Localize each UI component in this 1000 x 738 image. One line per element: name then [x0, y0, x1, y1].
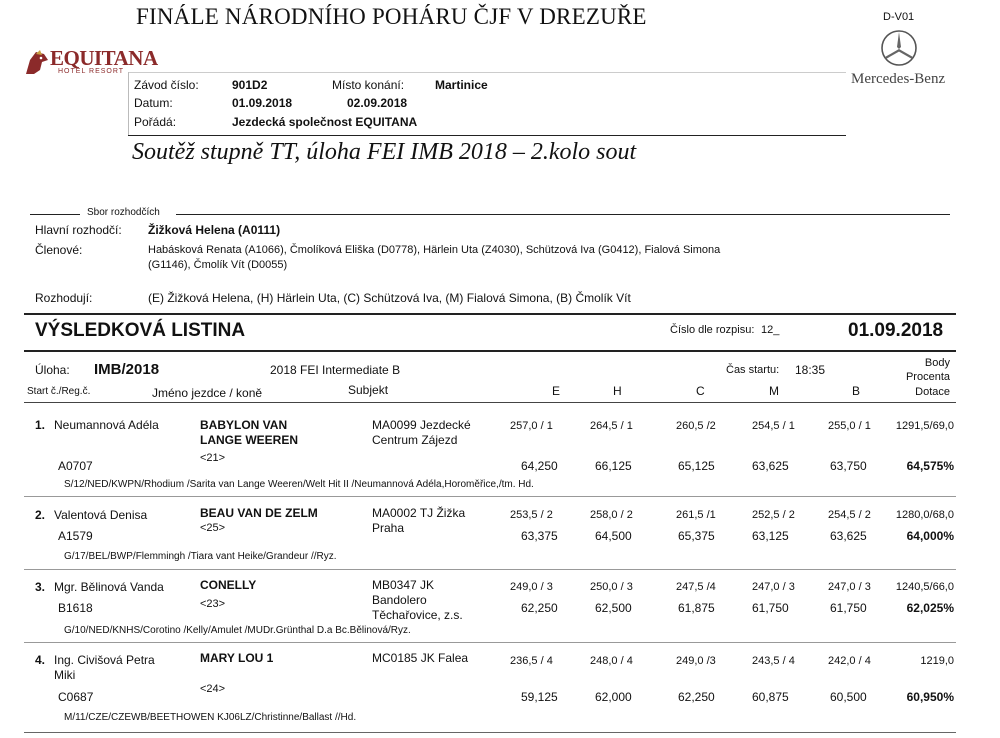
rank: 1.	[35, 418, 46, 432]
rider-name: Mgr. Bělinová Vanda	[54, 580, 164, 594]
date-label: Datum:	[134, 96, 173, 110]
divider	[24, 569, 956, 570]
document-code: D-V01	[883, 11, 915, 23]
registration-number: A0707	[58, 459, 93, 473]
pct-e: 64,250	[521, 459, 558, 473]
results-title: VÝSLEDKOVÁ LISTINA	[35, 320, 246, 341]
pct-h: 66,125	[595, 459, 632, 473]
organizer: Jezdecká společnost EQUITANA	[232, 115, 418, 129]
total-points: 1240,5/66,0	[895, 581, 954, 593]
divider	[24, 496, 956, 497]
pct-m: 63,125	[752, 529, 789, 543]
rider-name: Ing. Civišová Petra	[54, 653, 155, 667]
col-body: Body	[924, 357, 950, 369]
rider-name: Neumannová Adéla	[54, 418, 159, 432]
final-percent: 60,950%	[906, 690, 954, 704]
score-h: 250,0 / 3	[590, 581, 633, 593]
logo-subtext: HOTEL RESORT	[58, 68, 125, 75]
divider	[24, 313, 956, 315]
score-e: 253,5 / 2	[510, 509, 553, 521]
final-percent: 64,575%	[906, 459, 954, 473]
score-h: 248,0 / 4	[590, 655, 633, 667]
pct-h: 64,500	[595, 529, 632, 543]
divider	[24, 402, 956, 403]
results-date: 01.09.2018	[848, 320, 944, 341]
col-dotace: Dotace	[915, 386, 950, 398]
pct-b: 60,500	[830, 690, 867, 704]
task-code: IMB/2018	[94, 361, 160, 378]
rank: 4.	[35, 653, 46, 667]
sponsor-name: Mercedes-Benz	[851, 71, 946, 87]
score-c: 247,5 /4	[676, 581, 716, 593]
pct-c: 65,125	[678, 459, 715, 473]
pct-m: 63,625	[752, 459, 789, 473]
pct-b: 63,750	[830, 459, 867, 473]
divider	[24, 350, 956, 352]
col-start: Start č./Reg.č.	[27, 386, 91, 397]
subject-1: MA0002 TJ Žižka	[372, 506, 466, 520]
score-b: 242,0 / 4	[828, 655, 871, 667]
horse-number: <25>	[200, 522, 226, 534]
horse-name-1: MARY LOU 1	[200, 651, 274, 665]
deciding-judges-label: Rozhodují:	[35, 291, 93, 305]
pct-h: 62,000	[595, 690, 632, 704]
rank: 3.	[35, 580, 46, 594]
equitana-logo	[22, 46, 158, 86]
horse-pedigree: G/17/BEL/BWP/Flemmingh /Tiara vant Heike/Grandeur //Ryz.	[64, 551, 337, 562]
horse-pedigree: S/12/NED/KWPN/Rhodium /Sarita van Lange Weeren/Welt Hit II /Neumannová Adéla,Horoměřice,/tm. Hd.	[64, 479, 534, 490]
score-m: 243,5 / 4	[752, 655, 795, 667]
start-time-label: Čas startu:	[726, 364, 780, 376]
score-e: 249,0 / 3	[510, 581, 553, 593]
pct-c: 62,250	[678, 690, 715, 704]
horse-name-1: BEAU VAN DE ZELM	[200, 506, 318, 520]
col-h: H	[613, 384, 622, 398]
divider	[24, 642, 956, 643]
rider-name: Valentová Denisa	[54, 508, 148, 522]
subject-1: MB0347 JK	[372, 578, 435, 592]
horse-number: <23>	[200, 598, 226, 610]
pct-c: 61,875	[678, 601, 715, 615]
score-b: 255,0 / 1	[828, 420, 871, 432]
pct-e: 63,375	[521, 529, 558, 543]
score-m: 252,5 / 2	[752, 509, 795, 521]
horse-name-1: BABYLON VAN	[200, 418, 288, 432]
organizer-label: Pořádá:	[134, 115, 177, 129]
subject-3: Těchařovice, z.s.	[372, 608, 463, 622]
divider	[176, 214, 950, 215]
subject-1: MA0099 Jezdecké	[372, 418, 471, 432]
horse-number: <24>	[200, 683, 226, 695]
task-label: Úloha:	[35, 363, 70, 377]
members-line-1: Habásková Renata (A1066), Čmolíková Eliška (D0778), Härlein Uta (Z4030), Schützová Iva (G0412), Fialová Simona	[148, 244, 721, 256]
divider	[30, 214, 80, 215]
horse-number: <21>	[200, 452, 226, 464]
pct-h: 62,500	[595, 601, 632, 615]
horse-head-icon	[22, 48, 52, 78]
score-c: 261,5 /1	[676, 509, 716, 521]
race-number-label: Závod číslo:	[134, 78, 199, 92]
pct-e: 59,125	[521, 690, 558, 704]
subject-2: Centrum Zájezd	[372, 433, 458, 447]
score-b: 247,0 / 3	[828, 581, 871, 593]
col-b: B	[852, 384, 861, 398]
judges-section-label: Sbor rozhodčích	[87, 207, 160, 218]
rozpis-number: 12_	[761, 324, 780, 336]
task-name: 2018 FEI Intermediate B	[270, 363, 401, 377]
col-e: E	[552, 384, 561, 398]
score-e: 236,5 / 4	[510, 655, 553, 667]
subject-1: MC0185 JK Falea	[372, 651, 469, 665]
score-b: 254,5 / 2	[828, 509, 871, 521]
competition-title: Soutěž stupně TT, úloha FEI IMB 2018 – 2.kolo sout	[132, 139, 637, 165]
race-number: 901D2	[232, 78, 268, 92]
score-h: 258,0 / 2	[590, 509, 633, 521]
horse-pedigree: G/10/NED/KNHS/Corotino /Kelly/Amulet /MUDr.Grünthal D.a Bc.Bělinová/Ryz.	[64, 625, 411, 636]
pct-b: 63,625	[830, 529, 867, 543]
mercedes-star-icon	[880, 29, 918, 67]
total-points: 1219,0	[920, 655, 954, 667]
date-to: 02.09.2018	[347, 96, 408, 110]
score-e: 257,0 / 1	[510, 420, 553, 432]
subject-2: Praha	[372, 521, 405, 535]
page-title: FINÁLE NÁRODNÍHO POHÁRU ČJF V DREZUŘE	[136, 4, 647, 29]
final-percent: 64,000%	[906, 529, 954, 543]
chief-judge-label: Hlavní rozhodčí:	[35, 223, 122, 237]
score-c: 260,5 /2	[676, 420, 716, 432]
col-c: C	[696, 384, 705, 398]
members-label: Členové:	[35, 243, 83, 257]
horse-name-1: CONELLY	[200, 578, 257, 592]
divider	[128, 72, 846, 73]
members-line-2: (G1146), Čmolík Vít (D0055)	[148, 259, 288, 271]
col-procenta: Procenta	[905, 371, 950, 383]
pct-m: 60,875	[752, 690, 789, 704]
final-percent: 62,025%	[906, 601, 954, 615]
score-m: 254,5 / 1	[752, 420, 795, 432]
rider-name-2: Miki	[54, 668, 76, 682]
date-from: 01.09.2018	[232, 96, 293, 110]
score-c: 249,0 /3	[676, 655, 716, 667]
registration-number: A1579	[58, 529, 93, 543]
pct-e: 62,250	[521, 601, 558, 615]
horse-name-2: LANGE WEEREN	[200, 433, 299, 447]
col-rider: Jméno jezdce / koně	[152, 386, 263, 400]
total-points: 1280,0/68,0	[895, 509, 954, 521]
divider	[128, 72, 129, 135]
pct-m: 61,750	[752, 601, 789, 615]
registration-number: B1618	[58, 601, 93, 615]
chief-judge: Žižková Helena (A0111)	[148, 223, 281, 237]
score-h: 264,5 / 1	[590, 420, 633, 432]
divider	[128, 135, 846, 136]
logo-wordmark: EQUITANA	[50, 46, 158, 70]
rank: 2.	[35, 508, 46, 522]
deciding-judges: (E) Žižková Helena, (H) Härlein Uta, (C) Schützová Iva, (M) Fialová Simona, (B) Čmolík Vít	[148, 291, 631, 305]
horse-pedigree: M/11/CZE/CZEWB/BEETHOWEN KJ06LZ/Christinne/Ballast //Hd.	[64, 712, 357, 723]
pct-b: 61,750	[830, 601, 867, 615]
start-time: 18:35	[795, 363, 826, 377]
score-m: 247,0 / 3	[752, 581, 795, 593]
total-points: 1291,5/69,0	[895, 420, 954, 432]
venue-label: Místo konání:	[332, 78, 405, 92]
divider	[24, 732, 956, 733]
rozpis-label: Číslo dle rozpisu:	[670, 324, 755, 336]
col-m: M	[769, 384, 779, 398]
pct-c: 65,375	[678, 529, 715, 543]
col-subject: Subjekt	[348, 383, 389, 397]
registration-number: C0687	[58, 690, 94, 704]
subject-2: Bandolero	[372, 593, 427, 607]
venue: Martinice	[435, 78, 488, 92]
